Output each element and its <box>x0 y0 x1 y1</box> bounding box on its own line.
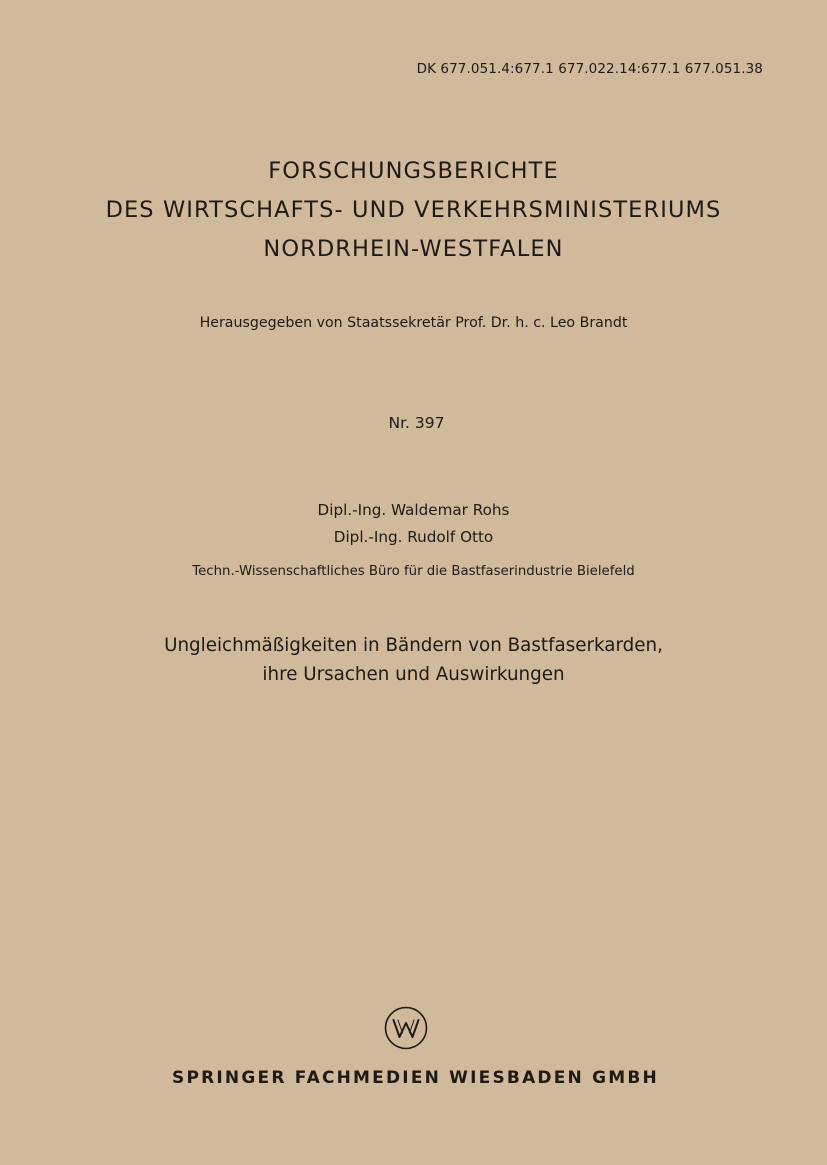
authors <box>0 497 827 551</box>
series-title-line-1: FORSCHUNGSBERICHTE <box>268 158 559 184</box>
series-title-line-3: NORDRHEIN-WESTFALEN <box>263 236 564 262</box>
series-title <box>0 152 827 269</box>
report-title-line-2: ihre Ursachen und Auswirkungen <box>262 664 565 685</box>
author-2: Dipl.-Ing. Rudolf Otto <box>333 528 494 546</box>
editor-line: Herausgegeben von Staatssekretär Prof. Dr. h. c. Leo Brandt <box>199 315 628 331</box>
series-title-line-2: DES WIRTSCHAFTS- UND VERKEHRSMINISTERIUMS <box>105 197 722 223</box>
author-1: Dipl.-Ing. Waldemar Rohs <box>317 501 510 519</box>
publisher-w-logo-icon <box>384 1006 428 1050</box>
publisher-name: SPRINGER FACHMEDIEN WIESBADEN GMBH <box>172 1068 659 1088</box>
report-number: Nr. 397 <box>388 414 445 432</box>
report-title-line-1: Ungleichmäßigkeiten in Bändern von Bastfaserkarden, <box>164 635 663 656</box>
affiliation: Techn.-Wissenschaftliches Büro für die Bastfaserindustrie Bielefeld <box>192 564 635 579</box>
report-title <box>0 631 827 689</box>
classification-code: DK 677.051.4:677.1 677.022.14:677.1 677.051.38 <box>416 61 763 77</box>
